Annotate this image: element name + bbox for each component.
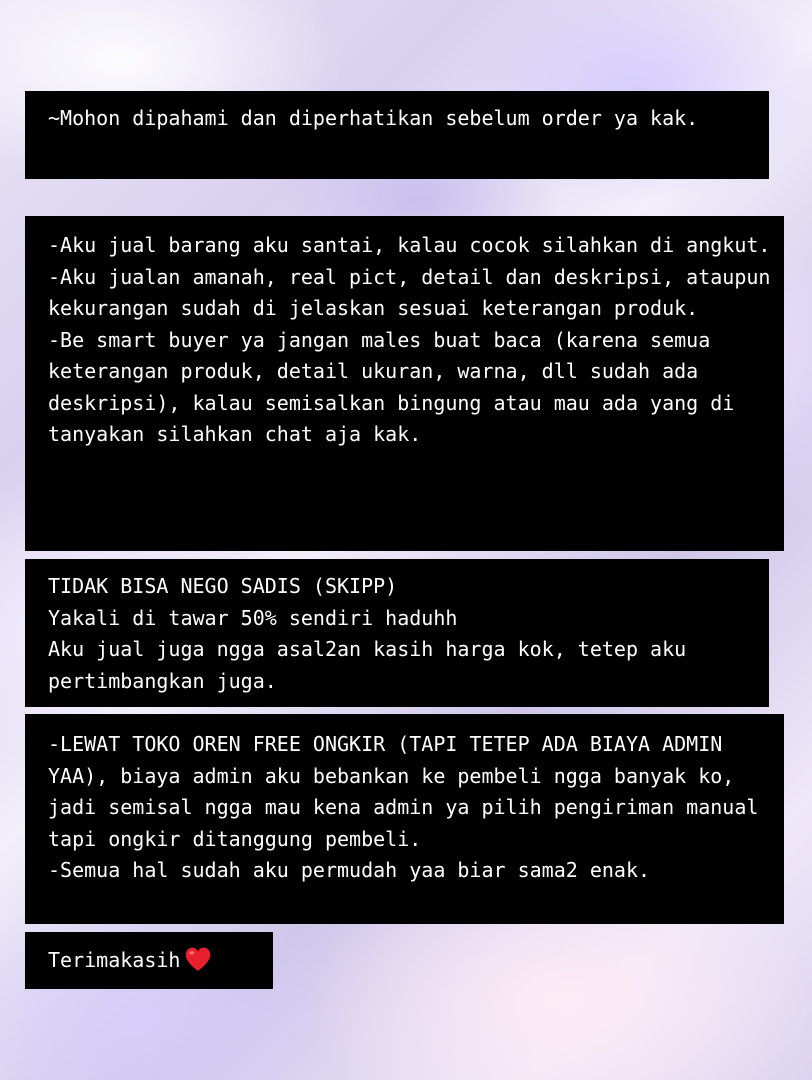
thanks-box xyxy=(25,932,273,989)
intro-box xyxy=(25,91,769,179)
shipping-closing: -Semua hal sudah aku permudah yaa biar sama2 enak. xyxy=(48,858,651,882)
nego-box xyxy=(25,559,769,707)
rules-box xyxy=(25,216,784,551)
red-heart-icon xyxy=(184,946,212,972)
nego-line-2: Aku jual juga ngga asal2an kasih harga kok, tetep aku pertimbangkan juga. xyxy=(48,637,699,693)
shipping-admin-fee: -LEWAT TOKO OREN FREE ONGKIR (TAPI TETEP ADA BIAYA ADMIN YAA), biaya admin aku bebankan ke pembeli ngga banyak ko, jadi semisal ngga mau kena admin ya pilih pengiriman manual tapi ongkir ditanggung pembeli. xyxy=(48,732,771,851)
rule-casual: -Aku jual barang aku santai, kalau cocok silahkan di angkut. xyxy=(48,233,771,257)
nego-line-1: Yakali di tawar 50% sendiri haduhh xyxy=(48,605,458,630)
shipping-box xyxy=(25,714,784,924)
nego-heading: TIDAK BISA NEGO SADIS (SKIPP) xyxy=(48,574,398,598)
thanks-text: Terimakasih xyxy=(48,948,181,972)
rule-trust: -Aku jualan amanah, real pict, detail dan deskripsi, ataupun kekurangan sudah di jelaskan sesuai keterangan produk. xyxy=(48,264,783,320)
rule-smart-buyer: -Be smart buyer ya jangan males buat baca (karena semua keterangan produk, detail ukuran, warna, dll sudah ada deskripsi), kalau semisalkan bingung atau mau ada yang di tanyakan silahkan chat aja kak. xyxy=(48,327,747,446)
intro-text: ~Mohon dipahami dan diperhatikan sebelum order ya kak. xyxy=(48,106,699,130)
